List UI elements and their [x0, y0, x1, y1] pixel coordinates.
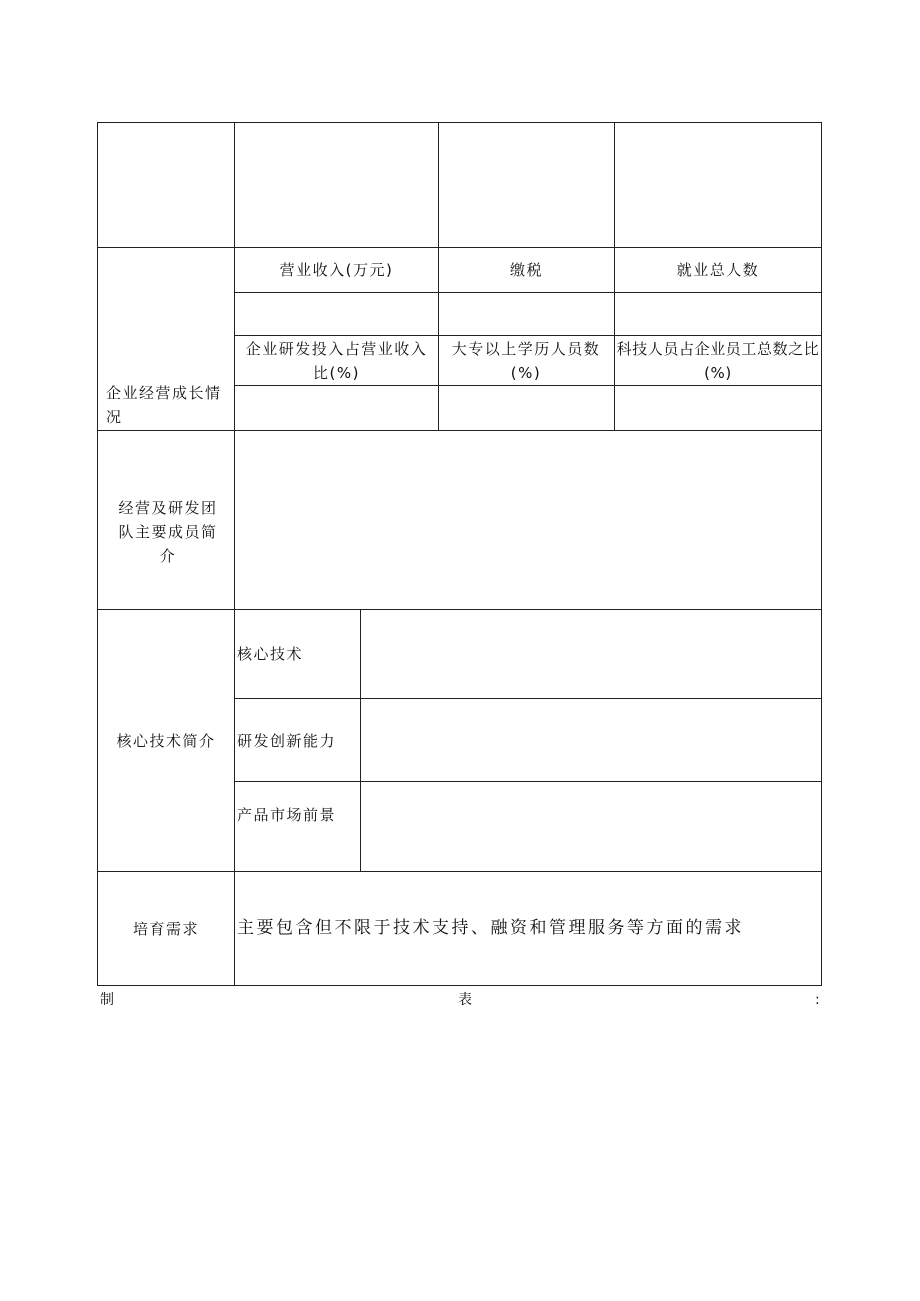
row-divider — [235, 698, 821, 699]
rd-capability-label: 研发创新能力 — [237, 732, 337, 750]
row-divider — [235, 292, 821, 293]
market-prospect-label: 产品市场前景 — [237, 806, 337, 824]
footer-middle: 表 — [458, 992, 472, 1008]
incubation-content: 主要包含但不限于技术支持、融资和管理服务等方面的需求 — [237, 918, 744, 938]
team-label: 经营及研发团队主要成员简介 — [118, 499, 218, 565]
row-divider — [98, 430, 821, 431]
footer-left: 制 — [100, 992, 114, 1008]
col-divider — [360, 609, 361, 871]
row-divider — [235, 781, 821, 782]
core-tech-label: 核心技术 — [237, 645, 304, 663]
incubation-label: 培育需求 — [132, 920, 199, 938]
row-divider — [98, 609, 821, 610]
employees-header: 就业总人数 — [676, 261, 760, 279]
row-divider — [98, 871, 821, 872]
tech-staff-ratio-header: 科技人员占企业员工总数之比(%) — [616, 340, 820, 382]
growth-label: 企业经营成长情况 — [106, 384, 222, 426]
revenue-header: 营业收入(万元) — [279, 261, 394, 279]
col-divider — [234, 123, 235, 985]
row-divider — [235, 335, 821, 336]
tax-header: 缴税 — [509, 261, 543, 279]
row-divider — [98, 247, 821, 248]
row-divider — [235, 385, 821, 386]
application-form-table — [97, 122, 822, 986]
rd-ratio-header: 企业研发投入占营业收入比(%) — [245, 340, 428, 382]
footer-right: : — [815, 992, 820, 1008]
tech-label: 核心技术简介 — [116, 732, 216, 750]
college-staff-header: 大专以上学历人员数(%) — [451, 340, 601, 382]
